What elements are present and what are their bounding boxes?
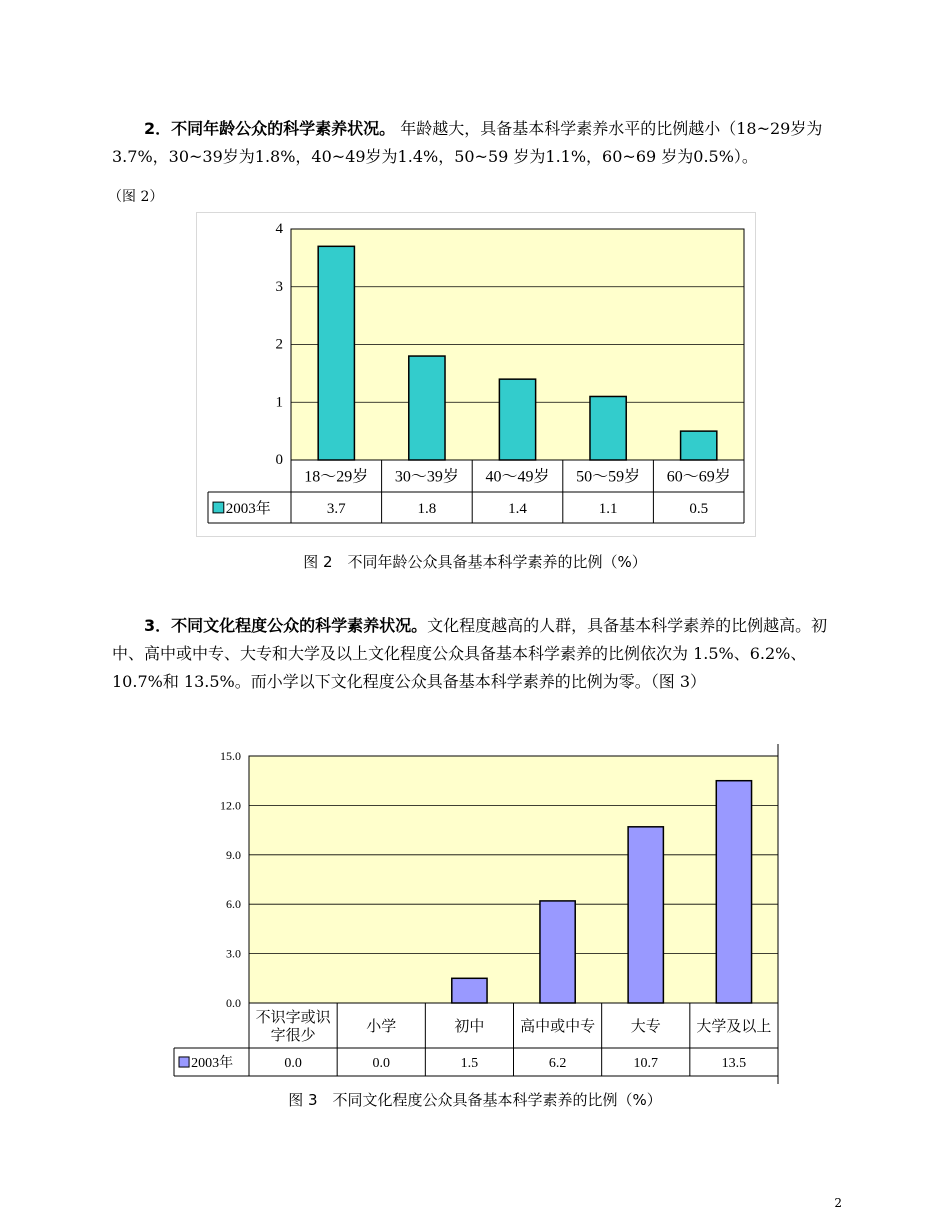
figure2-caption: 图 2 不同年龄公众具备基本科学素养的比例（%）	[303, 553, 647, 571]
legend-label: 2003年	[191, 1055, 234, 1071]
figure2-chart	[196, 212, 756, 537]
y-tick-label: 12.0	[220, 798, 241, 813]
data-table-value: 3.7	[326, 500, 346, 517]
data-table-value: 13.5	[721, 1055, 747, 1071]
y-tick-label: 9.0	[226, 847, 241, 862]
section3-paragraph	[112, 612, 840, 696]
bar	[318, 246, 354, 460]
data-table-value: 0.5	[689, 500, 709, 517]
category-label: 初中	[454, 1018, 485, 1035]
section3-text: 文化程度越高的人群，具备基本科学素养的比例越高。初中、高中或中专、大专和大学及以上文化程度公众具备基本科学素养的比例依次为 1.5%、6.2%、10.7%和 13.5%。而小学以下文化程度公众具备基本科学素养的比例为零。（图 3）	[112, 616, 828, 691]
category-label: 小学	[366, 1018, 397, 1035]
category-label: 大专	[630, 1018, 661, 1035]
bar	[499, 379, 535, 460]
section2-text: 年龄越大，具备基本科学素养水平的比例越小（18~29岁为3.7%，30~39岁为1.8%，40~49岁为1.4%，50~59 岁为1.1%，60~69 岁为0.5%）。	[112, 119, 823, 166]
bar	[681, 431, 717, 460]
y-tick-label: 6.0	[226, 897, 241, 912]
figure3-chart	[170, 744, 785, 1084]
bar	[452, 978, 487, 1003]
figure3-caption: 图 3 不同文化程度公众具备基本科学素养的比例（%）	[288, 1091, 662, 1109]
legend-swatch	[179, 1057, 189, 1067]
y-tick-label: 2	[275, 336, 283, 353]
data-table-value: 1.8	[417, 500, 437, 517]
data-table-value: 6.2	[548, 1055, 567, 1071]
plot-area	[249, 756, 778, 1003]
y-tick-label: 3	[275, 278, 283, 295]
legend-swatch	[213, 502, 224, 513]
category-label: 60～69岁	[666, 468, 731, 486]
category-label: 30～39岁	[394, 468, 459, 486]
legend-label: 2003年	[225, 500, 271, 517]
bar	[590, 396, 626, 460]
data-table-value: 0.0	[372, 1055, 390, 1071]
data-table-value: 10.7	[633, 1055, 658, 1071]
data-table-value: 1.5	[460, 1055, 479, 1071]
bar	[540, 901, 575, 1003]
category-label: 大学及以上	[696, 1018, 772, 1035]
y-tick-label: 1	[275, 394, 283, 411]
figure2-reference: （图 2）	[108, 189, 164, 205]
section2-paragraph	[112, 115, 840, 171]
y-tick-label: 3.0	[226, 946, 241, 961]
category-label: 18～29岁	[304, 468, 369, 486]
page-number: 2	[834, 1196, 842, 1210]
category-label: 50～59岁	[576, 468, 641, 486]
category-label: 不识字或识字很少	[255, 1009, 331, 1044]
section3-heading: 3．不同文化程度公众的科学素养状况。	[144, 616, 428, 635]
data-table-value: 0.0	[284, 1055, 302, 1071]
data-table-value: 1.4	[508, 500, 527, 517]
category-label: 高中或中专	[520, 1018, 596, 1035]
data-table-value: 1.1	[598, 500, 618, 517]
category-label: 40～49岁	[485, 468, 550, 486]
section2-heading: 2．不同年龄公众的科学素养状况。	[144, 119, 396, 138]
y-tick-label: 4	[275, 221, 283, 237]
y-tick-label: 15.0	[220, 749, 241, 763]
y-tick-label: 0	[275, 452, 283, 468]
bar	[716, 781, 751, 1003]
bar	[409, 356, 445, 460]
y-tick-label: 0.0	[226, 996, 241, 1010]
bar	[628, 827, 663, 1003]
